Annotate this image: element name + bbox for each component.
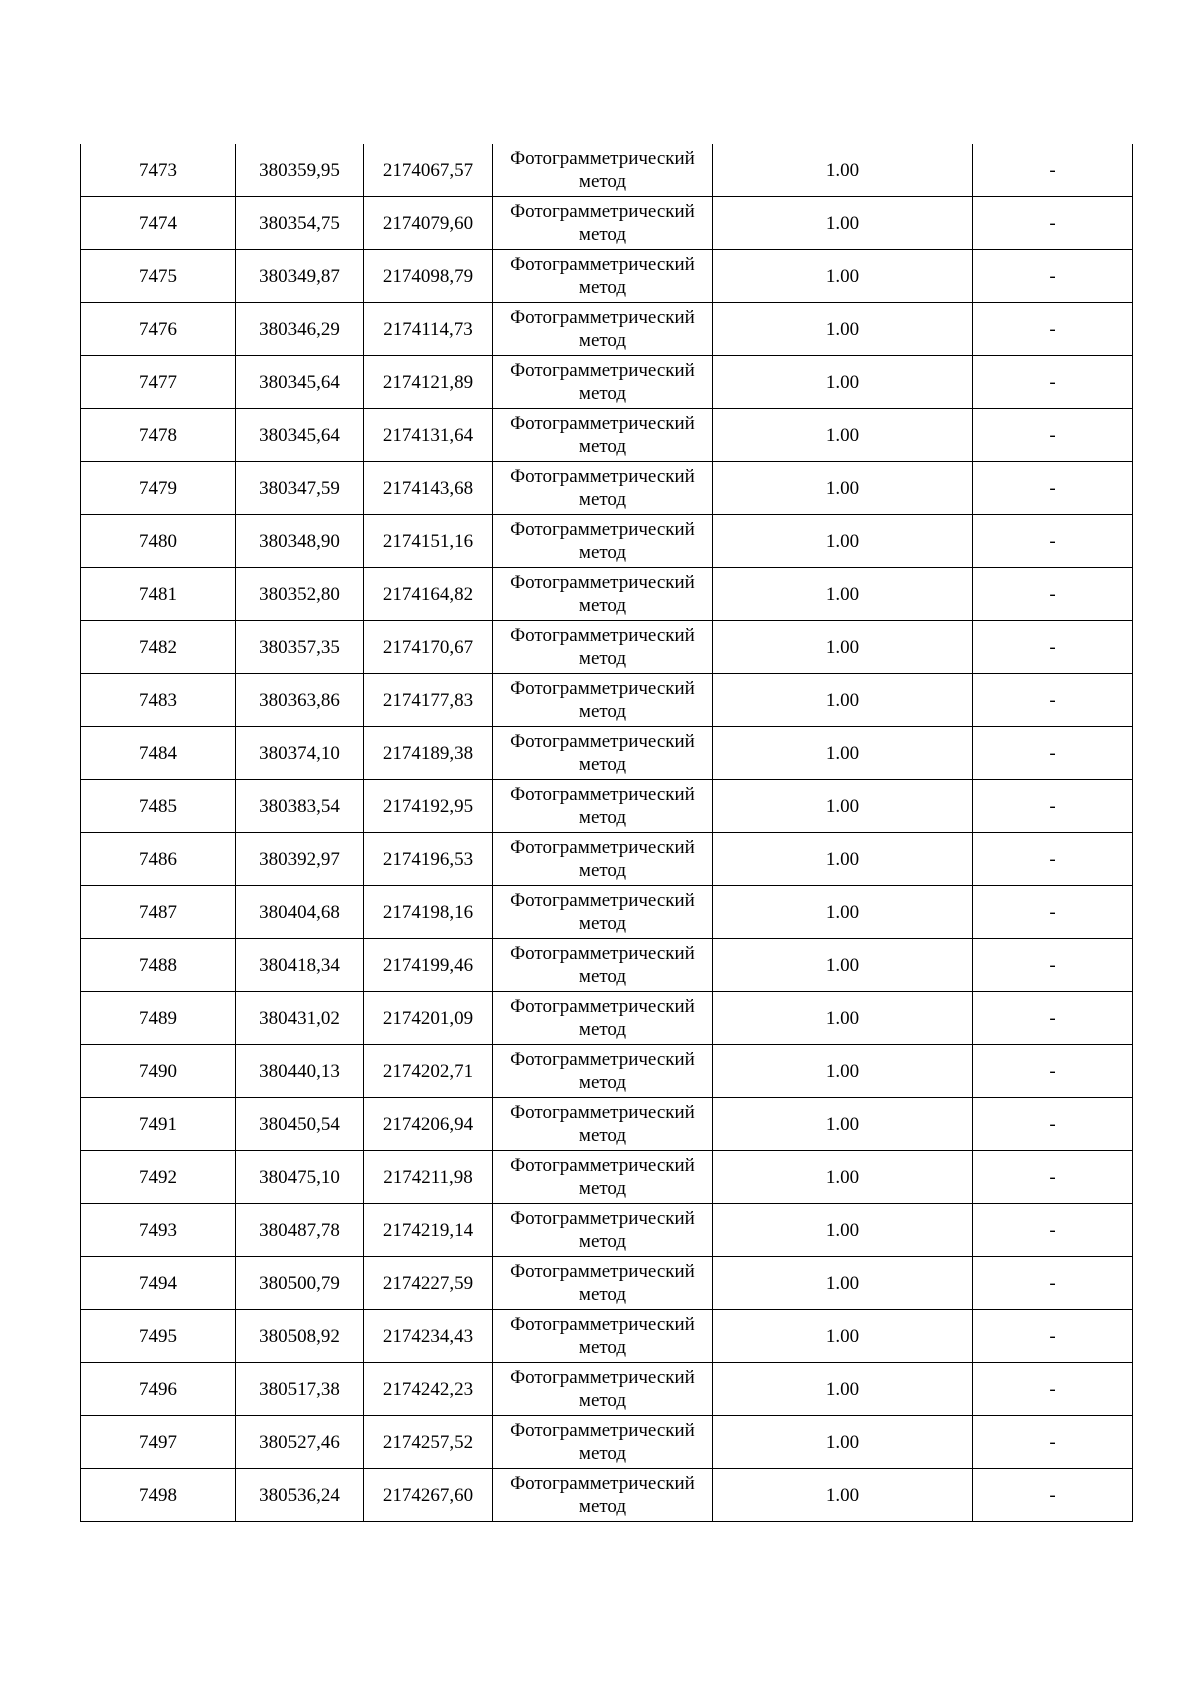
table-row (81, 356, 1133, 409)
method-text-line2: метод (578, 489, 627, 510)
method-text-line2: метод (578, 701, 627, 722)
accuracy-cell: 1.00 (713, 833, 973, 886)
accuracy-cell: 1.00 (713, 621, 973, 674)
table-row (81, 515, 1133, 568)
table-row (81, 568, 1133, 621)
x-coordinate-cell: 380349,87 (236, 250, 364, 303)
accuracy-cell: 1.00 (713, 409, 973, 462)
table-row (81, 780, 1133, 833)
y-coordinate-cell: 2174170,67 (364, 621, 493, 674)
accuracy-cell: 1.00 (713, 1416, 973, 1469)
method-cell (493, 356, 713, 409)
method-text-line1: Фотограмметрический (510, 784, 695, 805)
table-row (81, 674, 1133, 727)
note-cell: - (973, 1416, 1133, 1469)
point-number-cell: 7494 (81, 1257, 236, 1310)
note-cell: - (973, 303, 1133, 356)
y-coordinate-cell: 2174196,53 (364, 833, 493, 886)
method-text-line1: Фотограмметрический (510, 1155, 695, 1176)
method-text-line1: Фотограмметрический (510, 943, 695, 964)
y-coordinate-cell: 2174257,52 (364, 1416, 493, 1469)
method-text-line1: Фотограмметрический (510, 572, 695, 593)
accuracy-cell: 1.00 (713, 1045, 973, 1098)
method-text-line2: метод (578, 1231, 627, 1252)
accuracy-cell: 1.00 (713, 1151, 973, 1204)
table-row (81, 939, 1133, 992)
y-coordinate-cell: 2174199,46 (364, 939, 493, 992)
method-text-line2: метод (578, 913, 627, 934)
point-number-cell: 7496 (81, 1363, 236, 1416)
x-coordinate-cell: 380374,10 (236, 727, 364, 780)
y-coordinate-cell: 2174114,73 (364, 303, 493, 356)
method-cell (493, 1098, 713, 1151)
method-text-line2: метод (578, 966, 627, 987)
y-coordinate-cell: 2174151,16 (364, 515, 493, 568)
note-cell: - (973, 780, 1133, 833)
y-coordinate-cell: 2174098,79 (364, 250, 493, 303)
point-number-cell: 7484 (81, 727, 236, 780)
x-coordinate-cell: 380536,24 (236, 1469, 364, 1522)
point-number-cell: 7485 (81, 780, 236, 833)
accuracy-cell: 1.00 (713, 992, 973, 1045)
table-row (81, 462, 1133, 515)
method-text-line1: Фотограмметрический (510, 466, 695, 487)
coordinates-table (80, 144, 1133, 1522)
method-text-line1: Фотограмметрический (510, 1314, 695, 1335)
table-row (81, 144, 1133, 197)
x-coordinate-cell: 380418,34 (236, 939, 364, 992)
note-cell: - (973, 1310, 1133, 1363)
note-cell: - (973, 356, 1133, 409)
method-text-line1: Фотограмметрический (510, 254, 695, 275)
method-text-line2: метод (578, 1072, 627, 1093)
y-coordinate-cell: 2174189,38 (364, 727, 493, 780)
x-coordinate-cell: 380475,10 (236, 1151, 364, 1204)
method-text-line1: Фотограмметрический (510, 1261, 695, 1282)
method-text-line1: Фотограмметрический (510, 307, 695, 328)
y-coordinate-cell: 2174192,95 (364, 780, 493, 833)
method-text-line1: Фотограмметрический (510, 625, 695, 646)
table-row (81, 833, 1133, 886)
method-text-line2: метод (578, 595, 627, 616)
point-number-cell: 7473 (81, 144, 236, 197)
point-number-cell: 7481 (81, 568, 236, 621)
method-text-line2: метод (578, 1125, 627, 1146)
x-coordinate-cell: 380357,35 (236, 621, 364, 674)
x-coordinate-cell: 380345,64 (236, 356, 364, 409)
method-cell (493, 674, 713, 727)
table-row (81, 303, 1133, 356)
table-row (81, 1098, 1133, 1151)
y-coordinate-cell: 2174202,71 (364, 1045, 493, 1098)
table-row (81, 1045, 1133, 1098)
method-cell (493, 1363, 713, 1416)
x-coordinate-cell: 380383,54 (236, 780, 364, 833)
accuracy-cell: 1.00 (713, 727, 973, 780)
method-cell (493, 1416, 713, 1469)
accuracy-cell: 1.00 (713, 568, 973, 621)
x-coordinate-cell: 380348,90 (236, 515, 364, 568)
point-number-cell: 7479 (81, 462, 236, 515)
y-coordinate-cell: 2174234,43 (364, 1310, 493, 1363)
y-coordinate-cell: 2174211,98 (364, 1151, 493, 1204)
note-cell: - (973, 515, 1133, 568)
note-cell: - (973, 727, 1133, 780)
x-coordinate-cell: 380347,59 (236, 462, 364, 515)
note-cell: - (973, 992, 1133, 1045)
method-cell (493, 515, 713, 568)
y-coordinate-cell: 2174164,82 (364, 568, 493, 621)
method-text-line1: Фотограмметрический (510, 360, 695, 381)
y-coordinate-cell: 2174227,59 (364, 1257, 493, 1310)
method-cell (493, 197, 713, 250)
note-cell: - (973, 886, 1133, 939)
accuracy-cell: 1.00 (713, 356, 973, 409)
accuracy-cell: 1.00 (713, 303, 973, 356)
method-text-line1: Фотограмметрический (510, 519, 695, 540)
method-text-line2: метод (578, 1019, 627, 1040)
y-coordinate-cell: 2174143,68 (364, 462, 493, 515)
x-coordinate-cell: 380345,64 (236, 409, 364, 462)
y-coordinate-cell: 2174198,16 (364, 886, 493, 939)
note-cell: - (973, 197, 1133, 250)
method-cell (493, 144, 713, 197)
method-cell (493, 1257, 713, 1310)
method-cell (493, 1045, 713, 1098)
x-coordinate-cell: 380352,80 (236, 568, 364, 621)
accuracy-cell: 1.00 (713, 886, 973, 939)
point-number-cell: 7498 (81, 1469, 236, 1522)
x-coordinate-cell: 380508,92 (236, 1310, 364, 1363)
method-text-line2: метод (578, 330, 627, 351)
point-number-cell: 7488 (81, 939, 236, 992)
method-text-line1: Фотограмметрический (510, 837, 695, 858)
table-row (81, 727, 1133, 780)
method-text-line1: Фотограмметрический (510, 890, 695, 911)
note-cell: - (973, 1045, 1133, 1098)
method-text-line2: метод (578, 1284, 627, 1305)
note-cell: - (973, 1151, 1133, 1204)
table-row (81, 1257, 1133, 1310)
x-coordinate-cell: 380450,54 (236, 1098, 364, 1151)
accuracy-cell: 1.00 (713, 250, 973, 303)
note-cell: - (973, 1363, 1133, 1416)
method-text-line1: Фотограмметрический (510, 1420, 695, 1441)
point-number-cell: 7483 (81, 674, 236, 727)
y-coordinate-cell: 2174201,09 (364, 992, 493, 1045)
x-coordinate-cell: 380404,68 (236, 886, 364, 939)
method-cell (493, 1310, 713, 1363)
y-coordinate-cell: 2174131,64 (364, 409, 493, 462)
table-row (81, 1151, 1133, 1204)
x-coordinate-cell: 380392,97 (236, 833, 364, 886)
note-cell: - (973, 409, 1133, 462)
table-row (81, 250, 1133, 303)
method-text-line2: метод (578, 436, 627, 457)
method-cell (493, 992, 713, 1045)
method-text-line1: Фотограмметрический (510, 1367, 695, 1388)
method-cell (493, 780, 713, 833)
method-text-line2: метод (578, 383, 627, 404)
accuracy-cell: 1.00 (713, 197, 973, 250)
method-text-line1: Фотограмметрический (510, 201, 695, 222)
point-number-cell: 7490 (81, 1045, 236, 1098)
y-coordinate-cell: 2174177,83 (364, 674, 493, 727)
method-text-line1: Фотограмметрический (510, 1102, 695, 1123)
method-text-line1: Фотограмметрический (510, 1208, 695, 1229)
accuracy-cell: 1.00 (713, 780, 973, 833)
point-number-cell: 7482 (81, 621, 236, 674)
note-cell: - (973, 674, 1133, 727)
method-text-line1: Фотограмметрический (510, 731, 695, 752)
x-coordinate-cell: 380431,02 (236, 992, 364, 1045)
point-number-cell: 7492 (81, 1151, 236, 1204)
note-cell: - (973, 833, 1133, 886)
point-number-cell: 7489 (81, 992, 236, 1045)
table-row (81, 621, 1133, 674)
method-text-line2: метод (578, 1337, 627, 1358)
point-number-cell: 7478 (81, 409, 236, 462)
method-cell (493, 886, 713, 939)
method-cell (493, 462, 713, 515)
method-cell (493, 939, 713, 992)
note-cell: - (973, 939, 1133, 992)
accuracy-cell: 1.00 (713, 515, 973, 568)
method-text-line2: метод (578, 1178, 627, 1199)
x-coordinate-cell: 380487,78 (236, 1204, 364, 1257)
y-coordinate-cell: 2174206,94 (364, 1098, 493, 1151)
accuracy-cell: 1.00 (713, 1204, 973, 1257)
note-cell: - (973, 568, 1133, 621)
method-cell (493, 568, 713, 621)
method-cell (493, 1204, 713, 1257)
method-text-line1: Фотограмметрический (510, 1049, 695, 1070)
table-row (81, 409, 1133, 462)
method-text-line2: метод (578, 224, 627, 245)
y-coordinate-cell: 2174219,14 (364, 1204, 493, 1257)
method-text-line2: метод (578, 754, 627, 775)
note-cell: - (973, 1257, 1133, 1310)
method-cell (493, 1151, 713, 1204)
coordinates-table-body (81, 144, 1133, 1522)
accuracy-cell: 1.00 (713, 1257, 973, 1310)
note-cell: - (973, 1204, 1133, 1257)
point-number-cell: 7486 (81, 833, 236, 886)
y-coordinate-cell: 2174121,89 (364, 356, 493, 409)
method-text-line1: Фотограмметрический (510, 678, 695, 699)
x-coordinate-cell: 380359,95 (236, 144, 364, 197)
point-number-cell: 7476 (81, 303, 236, 356)
note-cell: - (973, 250, 1133, 303)
method-text-line2: метод (578, 860, 627, 881)
table-row (81, 886, 1133, 939)
x-coordinate-cell: 380354,75 (236, 197, 364, 250)
table-row (81, 992, 1133, 1045)
point-number-cell: 7487 (81, 886, 236, 939)
point-number-cell: 7491 (81, 1098, 236, 1151)
y-coordinate-cell: 2174242,23 (364, 1363, 493, 1416)
accuracy-cell: 1.00 (713, 1098, 973, 1151)
method-text-line2: метод (578, 648, 627, 669)
table-row (81, 197, 1133, 250)
note-cell: - (973, 462, 1133, 515)
x-coordinate-cell: 380363,86 (236, 674, 364, 727)
y-coordinate-cell: 2174079,60 (364, 197, 493, 250)
point-number-cell: 7493 (81, 1204, 236, 1257)
method-text-line1: Фотограмметрический (510, 1473, 695, 1494)
table-row (81, 1204, 1133, 1257)
y-coordinate-cell: 2174267,60 (364, 1469, 493, 1522)
note-cell: - (973, 1469, 1133, 1522)
method-text-line2: метод (578, 542, 627, 563)
method-cell (493, 727, 713, 780)
point-number-cell: 7480 (81, 515, 236, 568)
x-coordinate-cell: 380527,46 (236, 1416, 364, 1469)
point-number-cell: 7477 (81, 356, 236, 409)
method-text-line2: метод (578, 1496, 627, 1517)
method-text-line2: метод (578, 1443, 627, 1464)
method-text-line2: метод (578, 807, 627, 828)
table-row (81, 1416, 1133, 1469)
method-text-line2: метод (578, 171, 627, 192)
method-cell (493, 621, 713, 674)
note-cell: - (973, 621, 1133, 674)
method-text-line1: Фотограмметрический (510, 148, 695, 169)
method-cell (493, 833, 713, 886)
note-cell: - (973, 1098, 1133, 1151)
method-text-line1: Фотограмметрический (510, 413, 695, 434)
point-number-cell: 7495 (81, 1310, 236, 1363)
method-cell (493, 1469, 713, 1522)
x-coordinate-cell: 380500,79 (236, 1257, 364, 1310)
table-row (81, 1469, 1133, 1522)
table-row (81, 1363, 1133, 1416)
accuracy-cell: 1.00 (713, 462, 973, 515)
x-coordinate-cell: 380346,29 (236, 303, 364, 356)
method-text-line1: Фотограмметрический (510, 996, 695, 1017)
y-coordinate-cell: 2174067,57 (364, 144, 493, 197)
x-coordinate-cell: 380440,13 (236, 1045, 364, 1098)
method-text-line2: метод (578, 277, 627, 298)
method-cell (493, 250, 713, 303)
method-cell (493, 409, 713, 462)
x-coordinate-cell: 380517,38 (236, 1363, 364, 1416)
accuracy-cell: 1.00 (713, 1469, 973, 1522)
point-number-cell: 7474 (81, 197, 236, 250)
accuracy-cell: 1.00 (713, 1363, 973, 1416)
accuracy-cell: 1.00 (713, 939, 973, 992)
point-number-cell: 7497 (81, 1416, 236, 1469)
accuracy-cell: 1.00 (713, 674, 973, 727)
method-text-line2: метод (578, 1390, 627, 1411)
note-cell: - (973, 144, 1133, 197)
accuracy-cell: 1.00 (713, 1310, 973, 1363)
point-number-cell: 7475 (81, 250, 236, 303)
table-row (81, 1310, 1133, 1363)
accuracy-cell: 1.00 (713, 144, 973, 197)
method-cell (493, 303, 713, 356)
